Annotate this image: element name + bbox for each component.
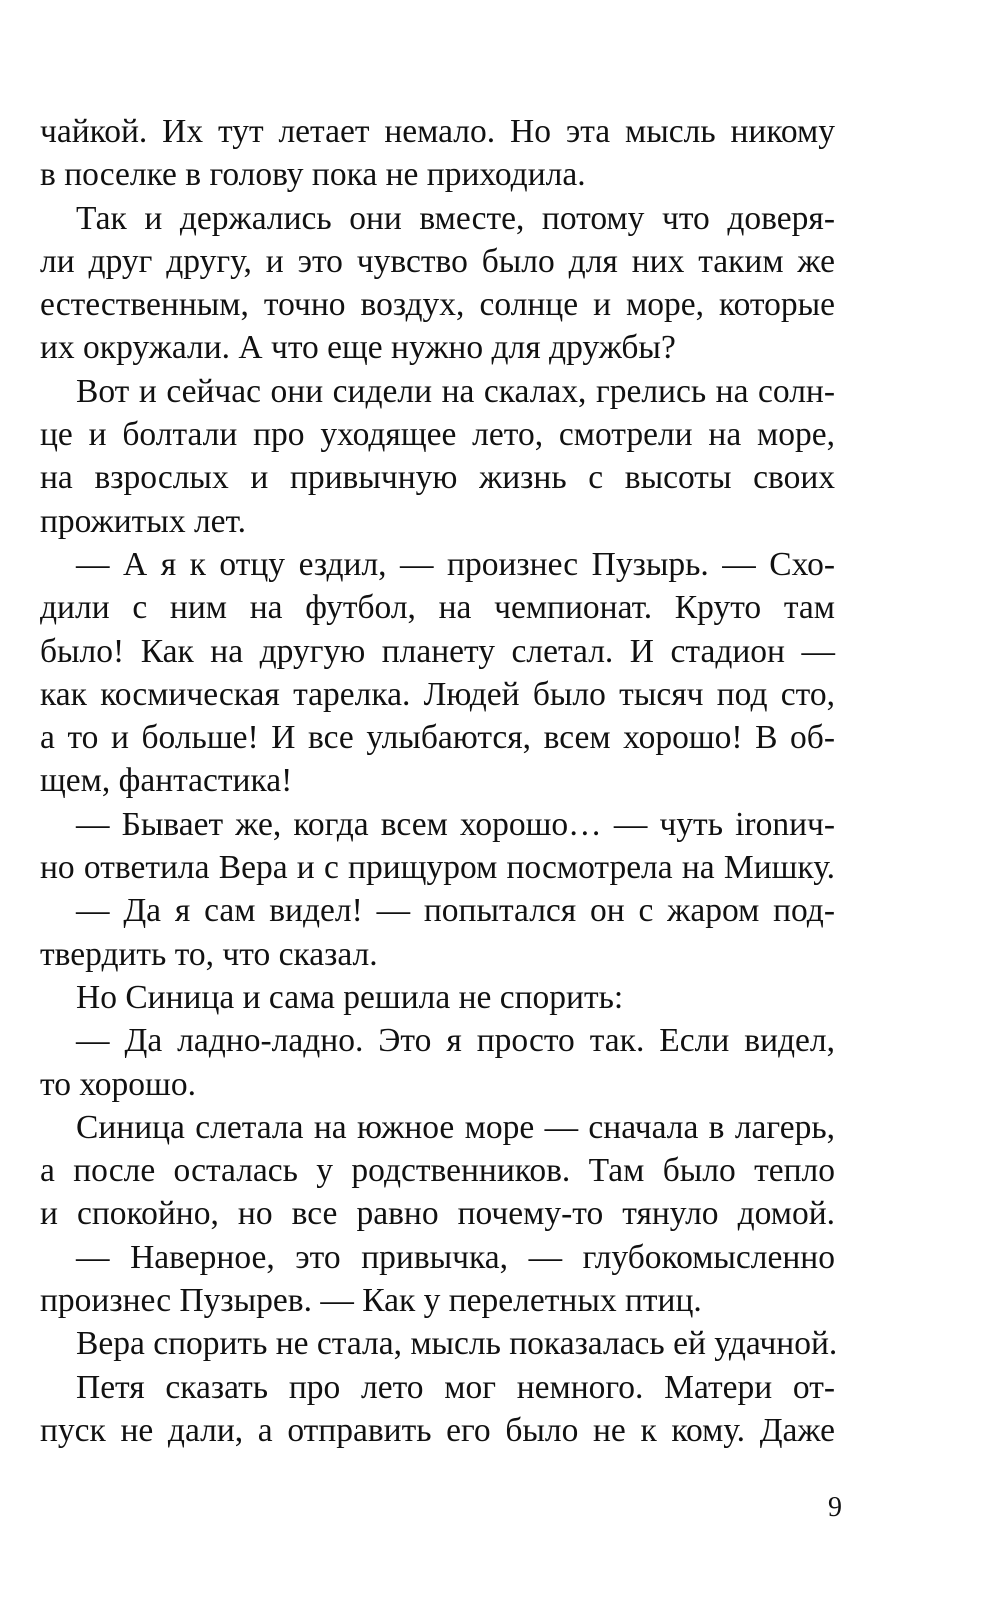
text-line: Вот и сейчас они сидели на скалах, грелись на солн- [76,372,835,410]
text-line: — Да я сам видел! — попытался он с жаром под- [76,892,835,930]
text-line: пуск не дали, а отправить его было не к кому. Даже [40,1411,835,1449]
text-line: на взрослых и привычную жизнь с высоты своих [40,459,835,497]
text-line: а после осталась у родственников. Там было тепло [40,1152,835,1190]
text-line: — А я к отцу ездил, — произнес Пузырь. — Схо- [76,545,835,583]
text-line: произнес Пузырев. — Как у перелетных птиц. [40,1282,702,1320]
text-line: их окружали. А что еще нужно для дружбы? [40,329,676,367]
text-line: но ответила Вера и с прищуром посмотрела на Мишку. [40,849,835,887]
text-line: чайкой. Их тут летает немало. Но эта мысль никому [40,113,835,150]
text-line: Вера спорить не стала, мысль показалась ей удачной. [76,1325,838,1363]
text-line: и спокойно, но все равно почему-то тянуло домой. [40,1195,835,1233]
text-line: — Бывает же, когда всем хорошо… — чуть ironич- [76,805,835,843]
text-line: це и болтали про уходящее лето, смотрели на море, [40,416,835,454]
text-line: твердить то, что сказал. [40,935,378,973]
text-line: ли друг другу, и это чувство было для них таким же [40,242,835,280]
text-line: щем, фантастика! [40,762,293,800]
body-text [40,110,838,1452]
text-line: Синица слетала на южное море — сначала в лагерь, [76,1108,835,1146]
text-line: а то и больше! И все улыбаются, всем хорошо! В об- [40,719,835,757]
text-line: как космическая тарелка. Людей было тысяч под сто, [40,675,835,713]
text-line: было! Как на другую планету слетал. И стадион — [40,632,835,670]
text-line: прожитых лет. [40,502,247,540]
page-number: 9 [828,1492,842,1523]
text-line: — Да ладно-ладно. Это я просто так. Если видел, [76,1022,835,1060]
text-line: дили с ним на футбол, на чемпионат. Круто там [40,589,835,627]
text-line: естественным, точно воздух, солнце и море, которые [40,286,835,324]
text-line: Петя сказать про лето мог немного. Матери от- [76,1368,835,1406]
text-line: в поселке в голову пока не приходила. [40,156,586,194]
text-line: Так и держались они вместе, потому что доверя- [76,199,835,237]
text-line: Но Синица и сама решила не спорить: [76,978,624,1016]
text-line: то хорошо. [40,1065,196,1103]
text-line: — Наверное, это привычка, — глубокомысленно [76,1238,835,1276]
